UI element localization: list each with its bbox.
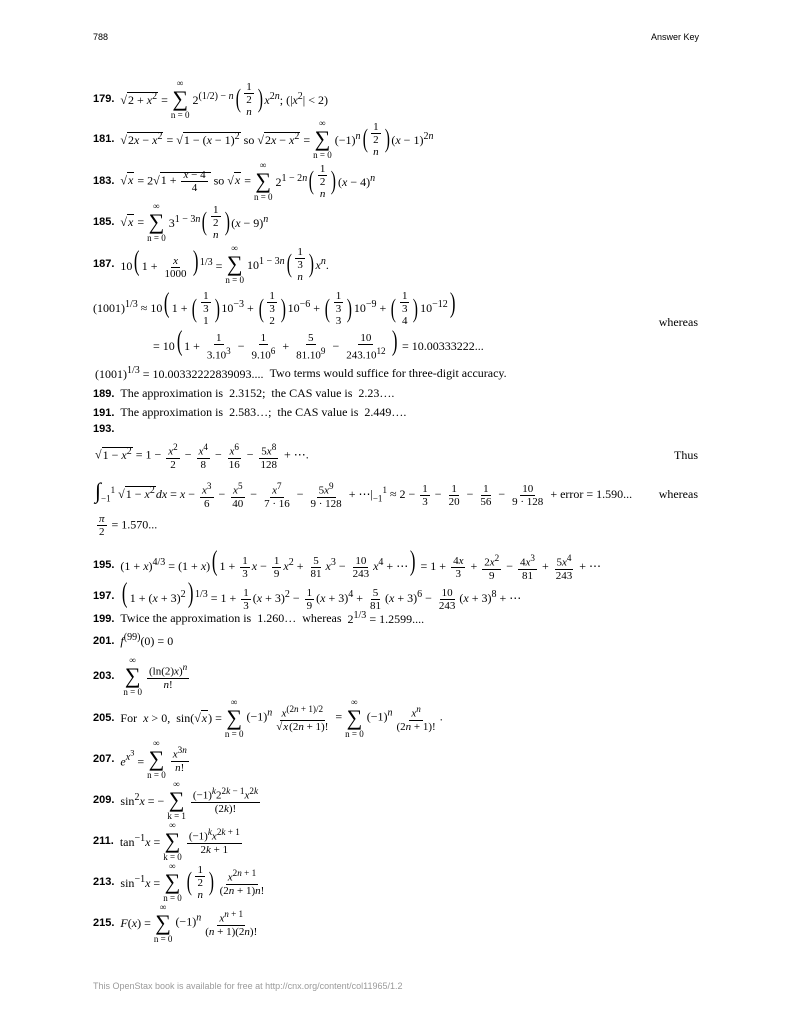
binomial-coefficient: ( $\frac{1}{2}$ n ) bbox=[186, 863, 214, 901]
answer-193-pi bbox=[95, 513, 698, 538]
lhs: $\sin^2x$ = − bbox=[120, 791, 165, 808]
integral-formula: $\int_{-1}^1$ $√1 - x^2dx = x$ − $\frac{x^3}{6}$ − $\frac{x^5}{40}$ − $\frac{x^7}{7 \cdot 16}$ − $\frac{5x^9}{9 \cdot 128}$ + $\cdots|_{-1}^1 \approx 2$ − $\frac{1}{3}$ − $\frac{1}{20}$ − $\frac{1}{56}$ − $\frac{10}{9 \cdot 128}$ + error = 1.590... bbox=[95, 478, 633, 511]
term: $x^n$. bbox=[315, 255, 329, 272]
summation: ∞ ∑ k = 0 bbox=[163, 820, 182, 862]
series-formula: ( $1 + (x + 3)^2$) $^{1/3}$ = 1 + $\frac{1}{3}$ $(x + 3)^2$ − $\frac{1}{9}$ $(x + 3)^4$ + $\frac{5}{81}$ $(x + 3)^6$ − $\frac{10}{243}$ $(x + 3)^8$ + ⋯ bbox=[122, 578, 522, 612]
answer-value: 1.260… bbox=[257, 611, 297, 625]
lhs: √x = 2√1 + $\frac{x - 4}{4}$ so √x = bbox=[120, 168, 251, 194]
summation: ∞ ∑ n = 0 bbox=[123, 655, 142, 697]
summation: ∞ ∑ n = 0 bbox=[225, 243, 244, 285]
answer-209 bbox=[93, 779, 698, 821]
binomial-coefficient: ( $\frac{1}{2}$ n ) bbox=[235, 80, 263, 118]
binomial-coefficient: ( $\frac{1}{3}$ n ) bbox=[286, 245, 314, 283]
term: $\frac{(-1)^kx^{2k + 1}}{2k + 1}$ bbox=[188, 827, 240, 856]
answer-number: 191. bbox=[93, 406, 115, 419]
answer-number: 185. bbox=[93, 216, 115, 228]
answer-181 bbox=[93, 118, 698, 160]
summation: ∞ ∑ n = 0 bbox=[345, 697, 364, 739]
answer-number: 215. bbox=[93, 917, 115, 929]
answer-number: 181. bbox=[93, 133, 115, 145]
answer-text: the CAS value is bbox=[277, 405, 359, 419]
answer-187-exact bbox=[95, 365, 698, 382]
answer-191 bbox=[93, 405, 698, 420]
answer-number: 209. bbox=[93, 794, 115, 806]
summation: ∞ ∑ n = 0 bbox=[253, 160, 273, 202]
answer-185 bbox=[93, 201, 698, 243]
answer-201 bbox=[93, 632, 698, 649]
lhs: $e^{x^3}$ = bbox=[120, 748, 145, 769]
lhs: sin(√x) = bbox=[176, 710, 222, 725]
answer-197 bbox=[93, 580, 698, 612]
answer-value: $2^{1/3} = 1.2599$.... bbox=[347, 610, 425, 626]
term: $\frac{x^{3n}}{n!}$ bbox=[172, 745, 187, 774]
answer-187-expansion bbox=[153, 328, 698, 362]
term: $3^{1 - 3n}$ bbox=[168, 213, 201, 230]
answer-text: the CAS value is bbox=[271, 386, 353, 400]
term: $(-1)^n$ $\frac{x^{n + 1}}{(n + 1)(2n)!}$ bbox=[175, 909, 258, 938]
term: $\frac{x^{2n + 1}}{(2n + 1)n!}$ bbox=[219, 868, 265, 897]
term: $(x - 4)^n$ bbox=[338, 172, 376, 189]
term: $(-1)^n$ $\frac{x^n}{(2n + 1)!}$ . bbox=[366, 704, 443, 733]
series-formula: $√1 - x^2 = 1$ − $\frac{x^2}{2}$ − $\frac{x^4}{8}$ − $\frac{x^6}{16}$ − $\frac{5x^8}{128}$ + ⋯. bbox=[95, 442, 309, 471]
term: $(-1)^n$ bbox=[334, 130, 361, 147]
page-number: 788 bbox=[93, 32, 109, 42]
answer-211 bbox=[93, 820, 698, 862]
answer-text: Thus bbox=[674, 448, 698, 463]
summation: ∞ ∑ n = 0 bbox=[170, 78, 190, 120]
answer-number: 187. bbox=[93, 258, 115, 270]
answer-179 bbox=[93, 78, 698, 120]
answer-number: 213. bbox=[93, 876, 115, 888]
answer-205 bbox=[93, 697, 698, 739]
answer-number: 193. bbox=[93, 423, 115, 435]
answer-value: 2.3152; bbox=[229, 386, 266, 400]
answer-value: 2.583…; bbox=[229, 405, 272, 419]
term: $(-1)^n$ $\frac{x^{(2n + 1)/2}}{√x(2n + 1)!}$ = bbox=[246, 704, 343, 733]
answer-193 bbox=[93, 423, 698, 435]
term: $\frac{(-1)^k2^{2k - 1}x^{2k}}{(2k)!}$ bbox=[192, 786, 259, 815]
answer-187-estimate bbox=[93, 287, 698, 330]
answer-number: 203. bbox=[93, 670, 115, 682]
answer-195 bbox=[93, 548, 698, 582]
answer-199 bbox=[93, 610, 698, 627]
answer-215 bbox=[93, 902, 698, 944]
answer-text: Twice the approximation is bbox=[120, 611, 252, 625]
term: $x^{2n}$; $(|x^2| < 2)$ bbox=[264, 90, 328, 107]
series-formula: $(1 + x)^{4/3} = (1 + x)$( 1 + $\frac{1}{3}$ x − $\frac{1}{9}$ $x^2$ + $\frac{5}{81}$ $x^3$ − $\frac{10}{243}$ $x^4$ + ⋯) = 1 + $\frac{4x}{3}$ + $\frac{2x^2}{9}$ − $\frac{4x^3}{81}$ + $\frac{5x^4}{243}$ + ⋯ bbox=[120, 546, 602, 583]
answer-187 bbox=[93, 243, 698, 285]
answer-189 bbox=[93, 386, 698, 401]
exact-value: $(1001)^{1/3} = 10.00332222839093$.... bbox=[95, 365, 264, 381]
lhs: $\tan^{-1}x$ = bbox=[119, 832, 161, 849]
answer-text: Two terms would suffice for three-digit accuracy. bbox=[269, 366, 507, 380]
term: $(x - 9)^n$ bbox=[231, 213, 269, 230]
summation: ∞ ∑ n = 0 bbox=[163, 861, 182, 903]
answer-formula: $f^{(99)}(0) = 0$ bbox=[120, 632, 174, 648]
binomial-coefficient: ( $\frac{1}{2}$ n ) bbox=[308, 162, 337, 200]
section-title: Answer Key bbox=[650, 32, 699, 42]
answer-text: The approximation is bbox=[120, 405, 224, 419]
answer-value: 2.449…. bbox=[364, 405, 407, 419]
answer-text: whereas bbox=[302, 611, 342, 625]
answer-number: 211. bbox=[93, 835, 114, 847]
term: $(x - 1)^{2n}$ bbox=[391, 130, 434, 147]
binomial-coefficient: ( $\frac{1}{2}$ n ) bbox=[202, 203, 230, 241]
answer-number: 201. bbox=[93, 634, 115, 647]
answer-value: 2.23…. bbox=[358, 386, 395, 400]
answer-text: The approximation is bbox=[120, 386, 224, 400]
summation: ∞ ∑ n = 0 bbox=[313, 118, 332, 160]
answer-number: 179. bbox=[93, 93, 115, 105]
footer-notice: This OpenStax book is available for free at http://cnx.org/content/col11965/1.2 bbox=[93, 981, 403, 991]
answer-number: 207. bbox=[93, 753, 115, 765]
answer-193-integral bbox=[95, 478, 698, 510]
answer-213 bbox=[93, 861, 698, 903]
lhs: $√2x - x^2 = √1 - (x - 1)^2$ so $√2x - x^2$ = bbox=[120, 130, 311, 147]
binomial-coefficient: ( $\frac{1}{2}$ n ) bbox=[362, 120, 390, 158]
answer-number: 205. bbox=[93, 712, 115, 724]
answer-text: whereas bbox=[658, 486, 698, 501]
lhs: √x = bbox=[120, 214, 145, 229]
lhs: 10( 1 + $\frac{x}{1000}$ ) $^{1/3}$ = bbox=[120, 246, 223, 280]
lhs: $\sin^{-1}x$ = bbox=[120, 873, 161, 890]
expansion-formula: = 10( 1 + $\frac{1}{3.10^3}$ − $\frac{1}{9.10^6}$ + $\frac{5}{81.10^9}$ − $\frac{10}{243.10^{12}}$ ) = 10.00333222... bbox=[153, 326, 484, 363]
term: $2^{(1/2) - n}$ bbox=[192, 90, 234, 107]
answer-number: 197. bbox=[93, 589, 115, 602]
answer-number: 183. bbox=[93, 175, 115, 187]
summation: ∞ ∑ k = 1 bbox=[167, 779, 186, 821]
term: $\frac{(\ln(2)x)^n}{n!}$ bbox=[149, 662, 188, 691]
answer-203 bbox=[93, 655, 698, 697]
pi-value: $\frac{\pi}{2}$ = 1.570... bbox=[99, 513, 158, 538]
answer-text: whereas bbox=[658, 315, 698, 329]
answer-183 bbox=[93, 160, 698, 202]
estimate-formula: $(1001)^{1/3} \approx 10$( 1 + ( $\frac{1}{3}$ 1 ) $10^{-3}$ + ( $\frac{1}{3}$ 2 ) $10^{-6}$ + ( $\frac{1}{3}$ 3 ) $10^{-9}$ + ( $\frac{1}{3}$ 4 ) $10^{-12}$) bbox=[93, 287, 456, 328]
lhs: $√2 + x^2$ = bbox=[120, 90, 168, 107]
answer-number: 189. bbox=[93, 387, 115, 400]
answer-207 bbox=[93, 738, 698, 780]
summation: ∞ ∑ n = 0 bbox=[147, 201, 166, 243]
answer-number: 199. bbox=[93, 612, 115, 625]
summation: ∞ ∑ n = 0 bbox=[147, 738, 166, 780]
lhs: F(x) = bbox=[120, 915, 151, 930]
term: $2^{1 - 2n}$ bbox=[275, 172, 308, 189]
condition: x > 0, bbox=[143, 710, 171, 725]
answer-number: 195. bbox=[93, 559, 115, 572]
summation: ∞ ∑ n = 0 bbox=[153, 902, 173, 944]
term: $10^{1 - 3n}$ bbox=[247, 255, 285, 272]
summation: ∞ ∑ n = 0 bbox=[224, 697, 244, 739]
answer-text: For bbox=[120, 710, 138, 725]
answer-193-series bbox=[95, 441, 698, 471]
